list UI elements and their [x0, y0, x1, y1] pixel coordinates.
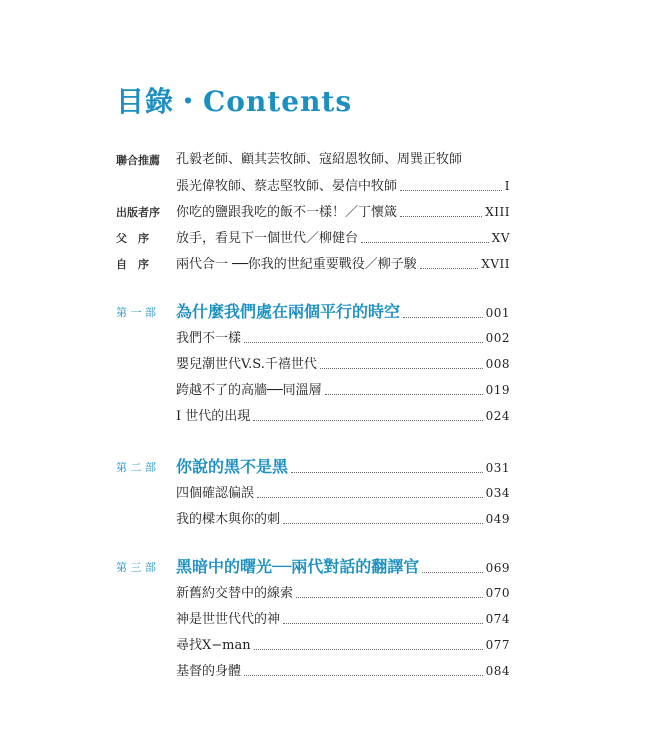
toc-part-title: 為什麼我們處在兩個平行的時空: [176, 302, 401, 321]
toc-entry: [176, 583, 510, 604]
toc-part-entry: [176, 457, 510, 478]
leader-dots: [361, 228, 489, 243]
leader-dots: [400, 176, 502, 191]
page-title: 目錄・Contents: [116, 85, 353, 118]
toc-front-row[interactable]: [0, 254, 650, 274]
leader-dots: [420, 254, 479, 269]
toc-page-number: XVII: [481, 257, 510, 271]
toc-entry: [176, 406, 510, 427]
leader-dots: [253, 406, 482, 421]
toc-front-label: 出版者序: [116, 206, 160, 219]
toc-chapter-row[interactable]: [0, 483, 650, 503]
toc-page-number: 024: [485, 409, 510, 423]
toc-page-number: 008: [485, 357, 510, 371]
toc-page-number: 084: [485, 664, 510, 678]
toc-chapter-row[interactable]: [0, 661, 650, 681]
toc-entry: [176, 254, 510, 275]
toc-chapter-title: 尋找X−man: [176, 638, 251, 653]
toc-front-row[interactable]: [0, 176, 650, 196]
toc-front-row[interactable]: [0, 228, 650, 248]
toc-front-text: 張光偉牧師、蔡志堅牧師、晏信中牧師: [176, 179, 398, 194]
toc-chapter-title: 基督的身體: [176, 664, 242, 679]
leader-dots: [291, 457, 483, 473]
toc-page-number: 002: [485, 331, 510, 345]
toc-chapter-row[interactable]: [0, 609, 650, 629]
toc-chapter-title: 我們不一樣: [176, 331, 242, 346]
toc-page-number: XIII: [485, 205, 510, 219]
toc-page-number: 034: [485, 486, 510, 500]
toc-front-label: 聯合推薦: [116, 154, 160, 167]
toc-chapter-row[interactable]: [0, 635, 650, 655]
toc-page-number: 069: [485, 561, 510, 575]
toc-entry: [176, 483, 510, 504]
toc-entry: [176, 509, 510, 530]
toc-chapter-row[interactable]: [0, 354, 650, 374]
toc-entry: [176, 176, 510, 197]
toc-part-row[interactable]: [0, 302, 650, 322]
toc-entry: [176, 202, 510, 223]
toc-chapter-title: 新舊約交替中的線索: [176, 586, 294, 601]
toc-entry: [176, 328, 510, 349]
toc-page-number: 049: [485, 512, 510, 526]
toc-chapter-row[interactable]: [0, 509, 650, 529]
toc-part-label: 第 三 部: [116, 561, 156, 574]
leader-dots: [422, 557, 482, 573]
toc-page-number: 001: [485, 306, 510, 320]
leader-dots: [244, 661, 483, 676]
toc-front-text: 兩代合一 ──你我的世紀重要戰役／柳子駿: [176, 257, 417, 272]
toc-page-number: 074: [485, 612, 510, 626]
toc-front-text: 放手，看見下一個世代／柳健台: [176, 231, 359, 246]
toc-part-label: 第 二 部: [116, 461, 156, 474]
leader-dots: [244, 328, 483, 343]
toc-entry: [176, 354, 510, 375]
toc-chapter-row[interactable]: [0, 406, 650, 426]
leader-dots: [254, 635, 483, 650]
leader-dots: [283, 609, 483, 624]
toc-part-entry: [176, 302, 510, 323]
toc-chapter-title: 四個確認偏誤: [176, 486, 255, 501]
toc-chapter-title: 跨越不了的高牆──同溫層: [176, 383, 322, 398]
toc-part-entry: [176, 557, 510, 578]
toc-chapter-title: 我的樑木與你的刺: [176, 512, 281, 527]
toc-entry: [176, 228, 510, 249]
toc-entry: [176, 635, 510, 656]
toc-front-label: 父 序: [116, 232, 149, 245]
toc-chapter-row[interactable]: [0, 328, 650, 348]
leader-dots: [257, 483, 483, 498]
toc-front-text: 你吃的鹽跟我吃的飯不一樣！／丁懷箴: [176, 205, 398, 220]
toc-front-row[interactable]: [0, 150, 650, 170]
toc-chapter-title: 神是世世代代的神: [176, 612, 281, 627]
toc-chapter-row[interactable]: [0, 380, 650, 400]
toc-page-number: I: [504, 179, 510, 193]
toc-page-number: 077: [485, 638, 510, 652]
toc-part-title: 黑暗中的曙光──兩代對話的翻譯官: [176, 557, 420, 576]
leader-dots: [296, 583, 483, 598]
toc-front-text: 孔毅老師、顧其芸牧師、寇紹恩牧師、周巽正牧師: [176, 152, 463, 167]
toc-chapter-title: I 世代的出現: [176, 409, 251, 424]
toc-entry: [176, 380, 510, 401]
toc-page-number: XV: [491, 231, 510, 245]
leader-dots: [320, 354, 483, 369]
toc-page-number: 070: [485, 586, 510, 600]
toc-front-label: 自 序: [116, 258, 149, 271]
toc-part-title: 你說的黑不是黑: [176, 457, 289, 476]
toc-part-label: 第 一 部: [116, 306, 156, 319]
toc-page-number: 019: [485, 383, 510, 397]
toc-chapter-row[interactable]: [0, 583, 650, 603]
toc-chapter-title: 嬰兒潮世代V.S.千禧世代: [176, 357, 317, 372]
toc-entry: [176, 661, 510, 682]
toc-entry: [176, 609, 510, 630]
leader-dots: [403, 302, 483, 318]
toc-page-number: 031: [485, 461, 510, 475]
leader-dots: [325, 380, 483, 395]
leader-dots: [400, 202, 482, 217]
toc-part-row[interactable]: [0, 457, 650, 477]
toc-front-row[interactable]: [0, 202, 650, 222]
toc-part-row[interactable]: [0, 557, 650, 577]
leader-dots: [283, 509, 483, 524]
